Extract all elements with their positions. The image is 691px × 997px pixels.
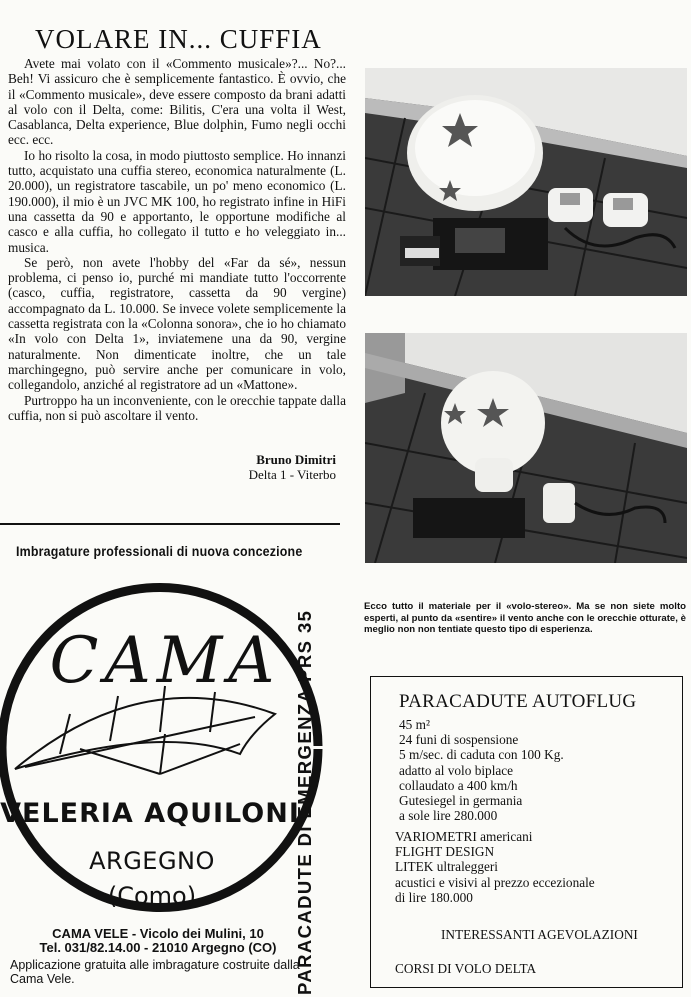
article-signature <box>249 452 336 482</box>
article-paragraph: Se però, non avete l'hobby del «Far da sé», nessun problema, ci penso io, purché mi mandiate tutto l'occorrente (casco, cuffia, registratore, cassetta da 90 vergine) accompagnato da L. 10.000. Se invece volete semplicemente la cassetta registrata con la «Colonna sonora», che io ho chiamato «In volo con Delta 1», inviatemene una da 90, vergine naturalmente. Non dimenticate inoltre, che un tale marchingegno, può servire anche per comunicare in volo, collegandolo, anziché al registratore ad un «Mattone». <box>8 254 346 393</box>
photo-1-image <box>365 68 687 296</box>
variometri-section <box>395 829 595 905</box>
autoflug-spec: adatto al volo biplace <box>399 762 514 778</box>
vario-line: acustici e visivi al prezzo eccezionale <box>395 874 595 890</box>
cama-logo-word: CAMA <box>49 624 281 698</box>
photo-helmet-headset-2 <box>365 333 687 563</box>
article-paragraph: Purtroppo ha un inconveniente, con le orecchie tappate dalla cuffia, non si può ascoltare il vento. <box>8 392 346 423</box>
vario-line: VARIOMETRI americani <box>395 829 533 844</box>
section-divider <box>0 523 340 525</box>
autoflug-spec: a sole lire 280.000 <box>399 808 498 824</box>
photo-caption: Ecco tutto il materiale per il «volo-stereo». Ma se non siete molto esperti, al punto da «sentire» il vento anche con le orecchie otturate, è meglio non non tentiate questo tipo di esperienza. <box>364 601 686 636</box>
article-title: VOLARE IN... CUFFIA <box>35 24 322 55</box>
autoflug-spec: 5 m/sec. di caduta con 100 Kg. <box>399 747 564 763</box>
autoflug-spec: Gutesiegel in germania <box>399 793 523 809</box>
vario-line: FLIGHT DESIGN <box>395 844 495 860</box>
autoflug-area: 45 m² <box>399 717 430 732</box>
author-name: Bruno Dimitri <box>256 452 336 467</box>
autoflug-title: PARACADUTE AUTOFLUG <box>399 691 637 712</box>
photo-2-image <box>365 333 687 563</box>
cama-phone-line: Tel. 031/82.14.00 - 21010 Argegno (CO) <box>39 940 277 955</box>
corsi-line: CORSI DI VOLO DELTA <box>395 961 537 976</box>
cama-address-line: CAMA VELE - Vicolo dei Mulini, 10 <box>52 926 264 941</box>
cama-address <box>8 927 308 955</box>
cama-province: (Como) <box>107 882 197 910</box>
cama-city: ARGEGNO <box>89 847 215 875</box>
cama-logo <box>0 574 330 924</box>
cama-company: VELERIA AQUILONI <box>0 798 300 829</box>
article-body <box>8 56 346 423</box>
agevolazioni-line: INTERESSANTI AGEVOLAZIONI <box>441 927 638 942</box>
autoflug-specs <box>399 717 564 823</box>
cama-tagline: Imbragature professionali di nuova concezione <box>16 544 303 559</box>
vertical-banner: PARACADUTE DI EMERGENZA PRS 35 <box>294 609 315 995</box>
photo-helmet-headset-1 <box>365 68 687 296</box>
vario-line: di lire 180.000 <box>395 889 473 905</box>
article-paragraph: Avete mai volato con il «Commento musicale»?... No?... Beh! Vi assicuro che è semplicemente fantastico. È ovvio, che il «Commento musicale», deve essere composto da brani adatti al volo con il Delta, come: Bilitis, C'era una volta il West, Casablanca, Delta experience, Blue dolphin, Fumo negli occhi ecc. ecc. <box>8 56 346 148</box>
author-affiliation: Delta 1 - Viterbo <box>248 467 336 482</box>
autoflug-advertisement <box>370 676 683 988</box>
article-paragraph: Io ho risolto la cosa, in modo piuttosto semplice. Ho innanzi tutto, acquistato una cuffia stereo, economica naturalmente (L. 20.000), un registratore tascabile, un po' meno economico (L. 190.000), il mio è un JVC MK 100, ho registrato infine in HiFi una cassetta da 90 e apportanto, le opportune modifiche al casco e alla cuffia, ho collegato il tutto e ho veleggiato in... musica. <box>8 147 346 255</box>
vario-line: LITEK ultraleggeri <box>395 859 499 875</box>
hang-glider-icon <box>15 686 275 774</box>
autoflug-spec: 24 funi di sospensione <box>399 732 519 748</box>
cama-note: Applicazione gratuita alle imbragature costruite dalla Cama Vele. <box>10 958 300 986</box>
autoflug-spec: collaudato a 400 km/h <box>399 777 518 793</box>
